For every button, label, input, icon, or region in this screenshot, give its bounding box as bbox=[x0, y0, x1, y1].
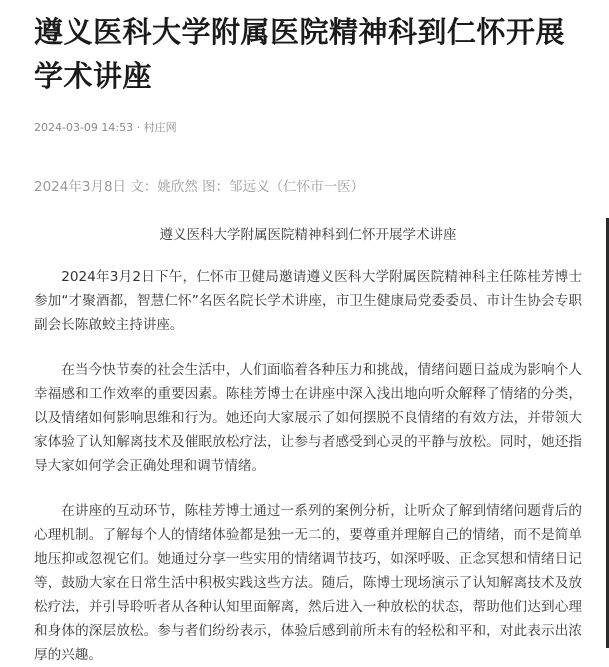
title-line-2: 学术讲座 bbox=[34, 59, 153, 93]
paragraph-2: 在当今快节奏的社会生活中，人们面临着各种压力和挑战，情绪问题日益成为影响个人幸福感和工作效率的重要因素。陈桂芳博士在讲座中深入浅出地向听众解释了情绪的分类，以及情绪如何影响思维和行为。她还向大家展示了如何摆脱不良情绪的有效方法，并带领大家体验了认知解离技术及催眠放松疗法，让参与者感受到心灵的平静与放松。同时，她还指导大家如何学会正确处理和调节情绪。 bbox=[34, 362, 582, 474]
publish-meta: 2024-03-09 14:53 · 村庄网 bbox=[34, 121, 177, 134]
article-title bbox=[34, 10, 582, 98]
paragraph-1: 2024年3月2日下午，仁怀市卫健局邀请遵义医科大学附属医院精神科主任陈桂芳博士参加“才聚酒都，智慧仁怀”名医名院长学术讲座，市卫生健康局党委委员、市计生协会专职副会长陈啟蛟主持讲座。 bbox=[34, 269, 582, 333]
article bbox=[34, 0, 582, 667]
article-byline: 2024年3月8日 文：姚欣然 图：邹远义（仁怀市一医） bbox=[34, 179, 365, 195]
title-line-1: 遵义医科大学附属医院精神科到仁怀开展 bbox=[34, 15, 566, 49]
paragraph-3: 在讲座的互动环节，陈桂芳博士通过一系列的案例分析，让听众了解到情绪问题背后的心理机制。了解每个人的情绪体验都是独一无二的，要尊重并理解自己的情绪，而不是简单地压抑或忽视它们。她通过分享一些实用的情绪调节技巧，如深呼吸、正念冥想和情绪日记等，鼓励大家在日常生活中积极实践这些方法。随后，陈博士现场演示了认知解离技术及放松疗法，并引导聆听者从各种认知里面解离，然后进入一种放松的状态，帮助他们达到心理和身体的深层放松。参与者们纷纷表示，体验后感到前所未有的轻松和平和，对此表示出浓厚的兴趣。 bbox=[34, 503, 582, 663]
article-subtitle: 遵义医科大学附属医院精神科到仁怀开展学术讲座 bbox=[159, 227, 457, 243]
